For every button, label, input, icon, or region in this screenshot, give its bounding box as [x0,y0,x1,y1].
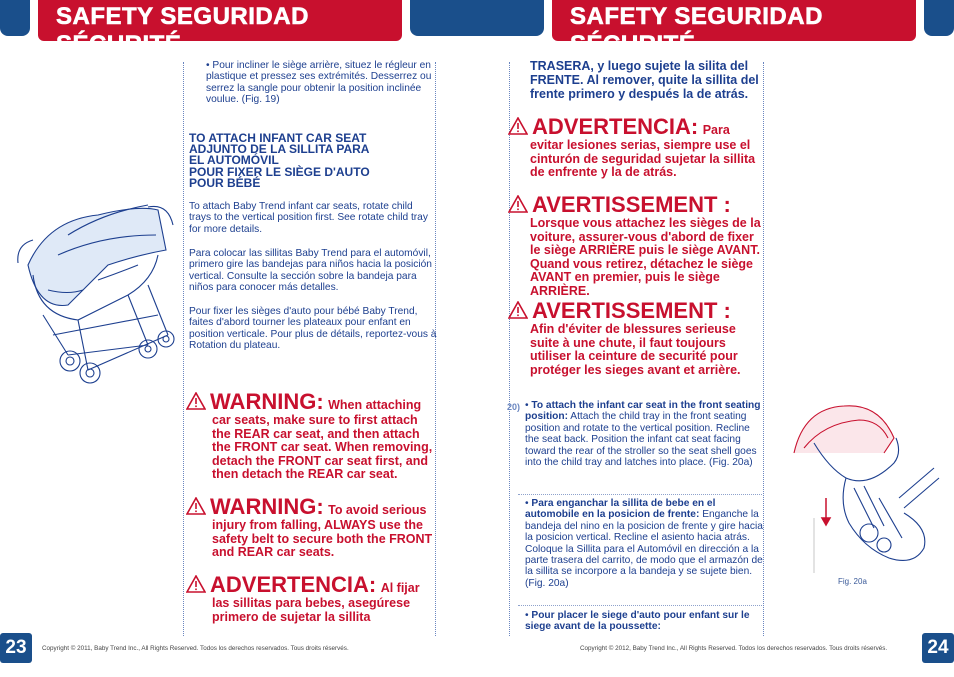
left-column-guide [183,62,184,636]
left-header [38,0,402,58]
step-divider-1 [518,494,762,495]
left-header-title: SAFETY SEGURIDAD SÉCURITÉ [56,3,309,58]
step-fr: • Pour placer le siege d'auto pour enfant sur le siege avant de la poussette: [525,610,750,633]
page-number-left: 23 [0,633,32,663]
advertencia-right: ADVERTENCIA: Para evitar lesiones serias, siempre use el cinturón de seguridad sujetar la sillita de enfrente y la de atrás. [508,117,762,180]
attach-heading: TO ATTACH INFANT CAR SEAT ADJUNTO DE LA SILLITA PARA EL AUTOMÓVIL POUR FIXER LE SIÈGE D'AUTO POUR BÉBÉ [189,131,370,190]
warning-triangle-icon [508,301,528,319]
warning-safety-belt: WARNING: To avoid serious injury from falling, ALWAYS use the safety belt to secure both the FRONT and REAR car seats. [186,497,434,560]
warning-triangle-icon [186,497,206,515]
right-header-title: SAFETY SEGURIDAD SÉCURITÉ [570,3,823,58]
center-header-tab [410,0,544,36]
stroller-illustration [8,195,176,385]
step-es: • Para enganchar la sillita de bebe en el automobile en la posicion de frente: Enganche la bandeja del nino en la posicion de frente y gire hacia la posicion vertical. Recline el asiento hacia atrás. Coloque la Sillita para el Automóvil en dirección a la parte trasera del carrito, de modo que el armazón de la sillita se incorpore a la bandeja y se sujete bien. (Fig. 20a) [525,498,763,589]
copyright-left: Copyright © 2011, Baby Trend Inc., All Rights Reserved. Todos los derechos reservados. Tous droits réservés. [42,645,349,652]
warning-triangle-icon [508,195,528,213]
car-seat-attach-illustration [784,398,944,573]
warning-attach-order: WARNING: When attaching car seats, make sure to first attach the REAR car seat, and then attach the FRONT car seat. When removing, detach the FRONT car seat first, and then detach the REAR car seat. [186,392,434,482]
advertencia-left: ADVERTENCIA: Al fijar las sillitas para bebes, asegúrese primero de sujetar la sillita [186,575,434,624]
step-label: 20) [507,402,521,412]
attach-paragraph-es: Para colocar las sillitas Baby Trend para el automóvil, primero gire las bandejas para niños hacia la posición vertical. Consulte la sección sobre la bandeja para niños para conocer más detalles. [189,248,432,294]
right-header [552,0,916,58]
copyright-right: Copyright © 2012, Baby Trend Inc., All Rights Reserved. Todos los derechos reservados. Tous droits réservés. [580,645,888,652]
avertissement-belt: AVERTISSEMENT : Afin d'éviter de blessures serieuse suite à une chute, il faut toujours utiliser la ceinture de securité pour protéger les sieges avant et arrière. [508,301,764,377]
attach-paragraph-fr: Pour fixer les sièges d'auto pour bébé Baby Trend, faites d'abord tourner les plateaux pour enfant en position verticale. Pour plus de détails, reportez-vous à Rotation du plateau. [189,306,437,352]
right-header-tab [924,0,954,36]
avertissement-attach: AVERTISSEMENT : Lorsque vous attachez les sièges de la voiture, assurer-vous d'abord de fixer le siège ARRIÈRE puis le siège AVANT. Quand vous retirez, détachez le siège AVANT en premier, puis le siège ARRIÈRE. [508,195,764,299]
warning-triangle-icon [508,117,528,135]
warning-triangle-icon [186,575,206,593]
warning-triangle-icon [186,392,206,410]
attach-paragraph-en: To attach Baby Trend infant car seats, rotate child trays to the vertical position first. See rotate child tray for more details. [189,201,428,235]
left-header-tab [0,0,30,36]
advertencia-continuation: TRASERA, y luego sujete la silita del FRENTE. Al remover, quite la sillita del frente primero y después la de atrás. [530,59,759,101]
step-en: • To attach the infant car seat in the front seating position: Attach the child tray in the front seating position and rotate to the vertical position. Recline the seat back. Position the infant cat seat facing toward the rear of the stroller so the seat shell goes into the child tray and latches into place. (Fig. 20a) [525,400,761,469]
fig-caption: Fig. 20a [838,577,867,586]
recline-instructions-fr: • Pour incliner le siège arrière, situez le régleur en plastique et pressez ses extrémités. Desserrez ou serrez la sangle pour obtenir la position inclinée voulue. (Fig. 19) [206,60,432,106]
step-divider-2 [518,605,762,606]
page-number-right: 24 [922,633,954,663]
